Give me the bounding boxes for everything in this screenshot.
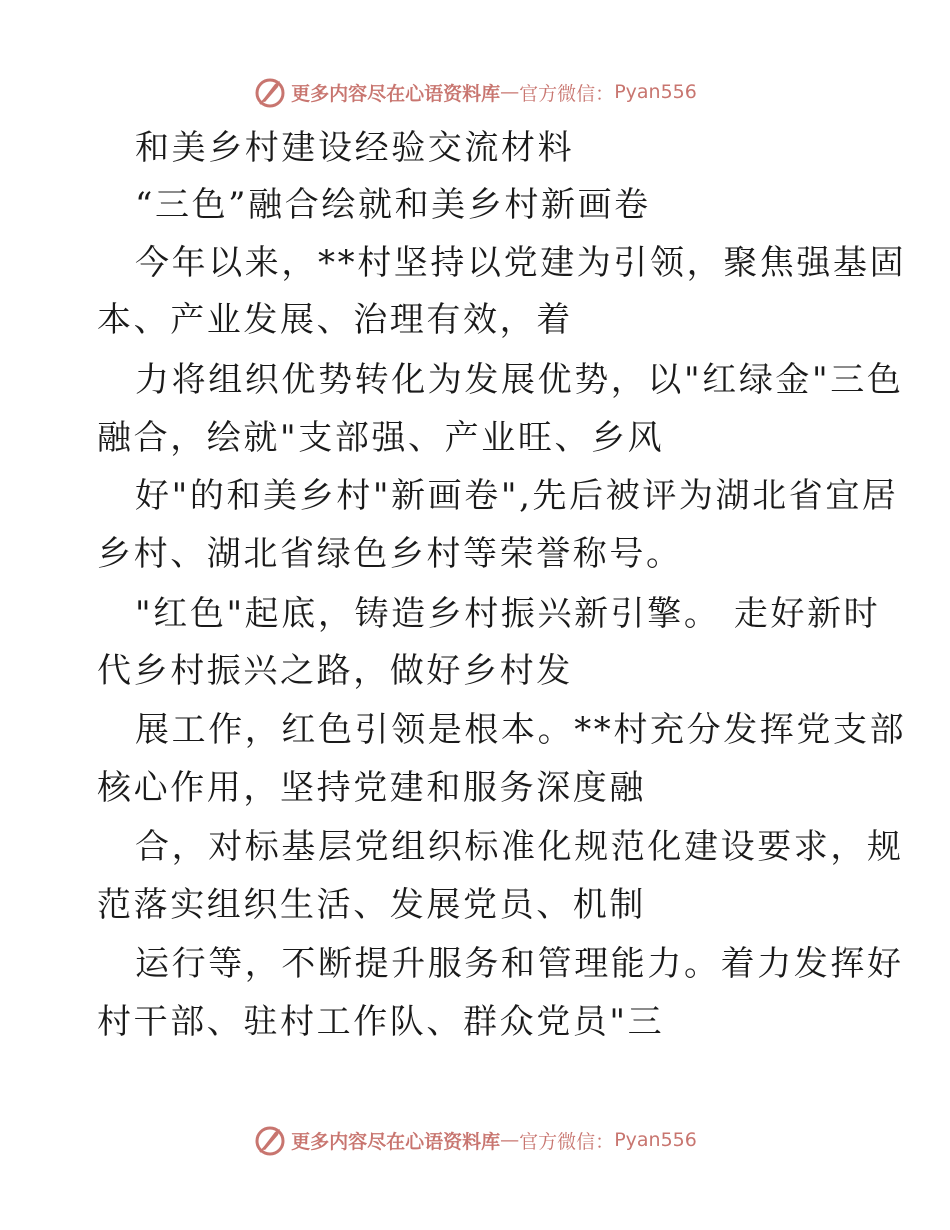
paragraph-line: 展工作，红色引领是根本。**村充分发挥党支部 [135,710,907,750]
watermark-contact-label: 官方微信： [519,1130,615,1153]
header-watermark [0,72,950,112]
quill-logo-icon [253,1123,287,1157]
watermark-contact-id: Pyan556 [614,81,697,103]
watermark-dash: — [500,1129,520,1151]
paragraph-line: 今年以来，**村坚持以党建为引领，聚焦强基固 [135,243,907,283]
paragraph-line: 本、产业发展、治理有效，着 [97,300,573,340]
paragraph-line: 代乡村振兴之路，做好乡村发 [97,651,573,691]
quill-logo-icon [253,75,287,109]
paragraph-line: 好"的和美乡村"新画卷",先后被评为湖北省宜居 [135,476,899,516]
paragraph-line: 范落实组织生活、发展党员、机制 [97,885,646,925]
watermark-contact-label: 官方微信： [519,82,615,105]
watermark-contact-id: Pyan556 [614,1129,697,1151]
paragraph-line: 融合，绘就"支部强、产业旺、乡风 [97,418,665,458]
document-title: 和美乡村建设经验交流材料 [135,128,575,168]
paragraph-line: "红色"起底，铸造乡村振兴新引擎。 走好新时 [135,594,881,634]
paragraph-line: 运行等，不断提升服务和管理能力。着力发挥好 [135,944,904,984]
paragraph-line: 村干部、驻村工作队、群众党员"三 [97,1002,665,1042]
document-subtitle: “三色”融合绘就和美乡村新画卷 [135,185,651,225]
watermark-site-text: 更多内容尽在心语资料库 [291,1130,501,1153]
paragraph-line: 合，对标基层党组织标准化规范化建设要求，规 [135,827,904,867]
footer-watermark [0,1120,950,1160]
paragraph-line: 核心作用，坚持党建和服务深度融 [97,768,646,808]
watermark-site-text: 更多内容尽在心语资料库 [291,82,501,105]
paragraph-line: 力将组织优势转化为发展优势，以"红绿金"三色 [135,360,904,400]
paragraph-line: 乡村、湖北省绿色乡村等荣誉称号。 [97,534,683,574]
watermark-dash: — [500,81,520,103]
